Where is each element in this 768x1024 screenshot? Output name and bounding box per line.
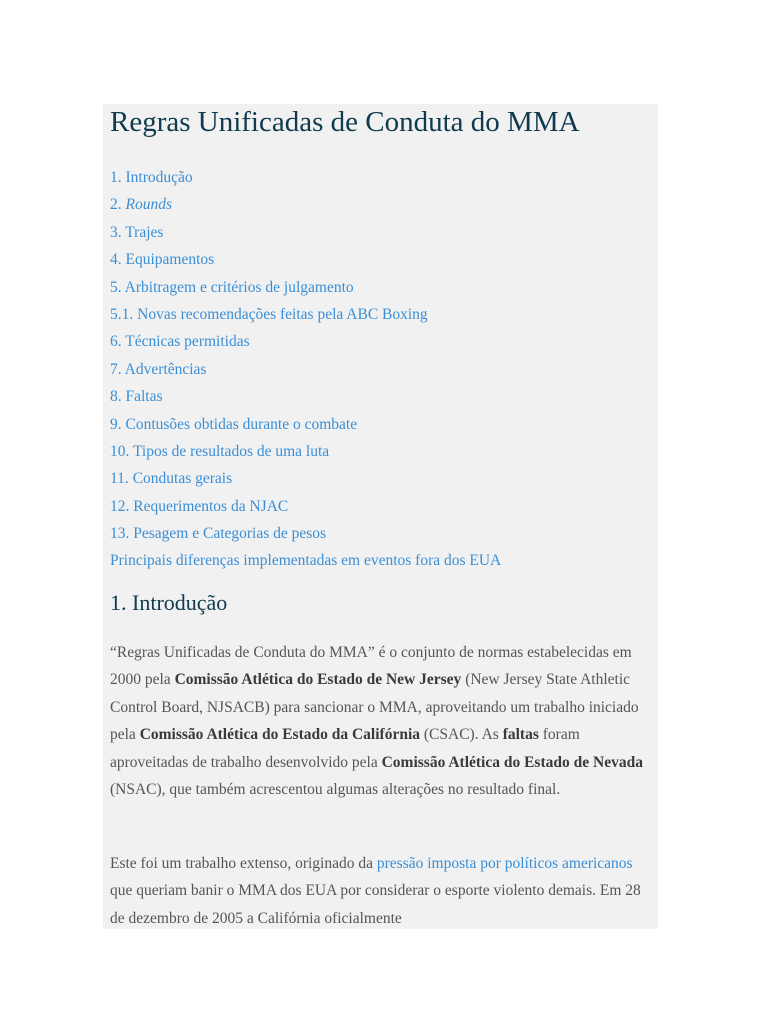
toc-link[interactable]: 2. Rounds [110,196,172,214]
toc-link[interactable]: 7. Advertências [110,360,207,378]
toc-link[interactable]: 4. Equipamentos [110,251,215,269]
toc-item-diferencas[interactable] [110,547,501,574]
article-content [110,104,658,927]
toc-link[interactable]: 8. Faltas [110,388,163,406]
toc-link[interactable]: 6. Técnicas permitidas [110,333,250,351]
toc-item-advertencias[interactable] [110,356,501,383]
toc-link[interactable]: 3. Trajes [110,223,164,241]
toc-link[interactable]: 1. Introdução [110,169,193,186]
section-heading: 1. Introdução [110,590,228,615]
toc-link[interactable]: 11. Condutas gerais [110,470,233,488]
second-paragraph: Este foi um trabalho extenso, originado da pressão imposta por políticos americanos que queriam banir o MMA dos EUA por considerar o esporte violento demais. Em 28 de dezembro de 2005 a Califórnia oficialmente [110,855,641,927]
toc-item-rounds[interactable] [110,191,501,218]
toc-item-contusoes[interactable] [110,411,501,438]
toc-item-introducao[interactable] [110,164,501,191]
toc-item-condutas[interactable] [110,465,501,492]
toc-item-tecnicas[interactable] [110,328,501,355]
toc-item-faltas[interactable] [110,383,501,410]
toc-link[interactable]: 10. Tipos de resultados de uma luta [110,442,330,460]
toc-link[interactable]: 5.1. Novas recomendações feitas pela ABC Boxing [110,305,428,323]
toc-item-njac[interactable] [110,493,501,520]
toc-link[interactable]: 9. Contusões obtidas durante o combate [110,415,358,433]
toc-item-arbitragem[interactable] [110,274,501,301]
toc-item-trajes[interactable] [110,219,501,246]
toc-item-novas-recomendacoes[interactable] [110,301,501,328]
toc-item-resultados[interactable] [110,438,501,465]
intro-paragraph: “Regras Unificadas de Conduta do MMA” é o conjunto de normas estabelecidas em 2000 pela Comissão Atlética do Estado de New Jersey (New Jersey State Athletic Control Board, NJSACB) para sancionar o MMA, aproveitando um trabalho iniciado pela Comissão Atlética do Estado da Califórnia (CSAC). As faltas foram aproveitadas de trabalho desenvolvido pela Comissão Atlética do Estado de Nevada (NSAC), que também acrescentou algumas alterações no resultado final. [110,644,643,799]
toc-item-pesagem[interactable] [110,520,501,547]
table-of-contents [110,164,501,575]
toc-link[interactable]: Principais diferenças implementadas em eventos fora dos EUA [110,552,502,570]
page-title: Regras Unificadas de Conduta do MMA [110,106,580,138]
politicians-pressure-link[interactable]: pressão imposta por políticos americanos [376,855,633,872]
article-panel [103,104,658,929]
toc-link[interactable]: 12. Requerimentos da NJAC [110,497,289,515]
toc-link[interactable]: 13. Pesagem e Categorias de pesos [110,525,327,543]
toc-link[interactable]: 5. Arbitragem e critérios de julgamento [110,278,354,296]
toc-item-equipamentos[interactable] [110,246,501,273]
